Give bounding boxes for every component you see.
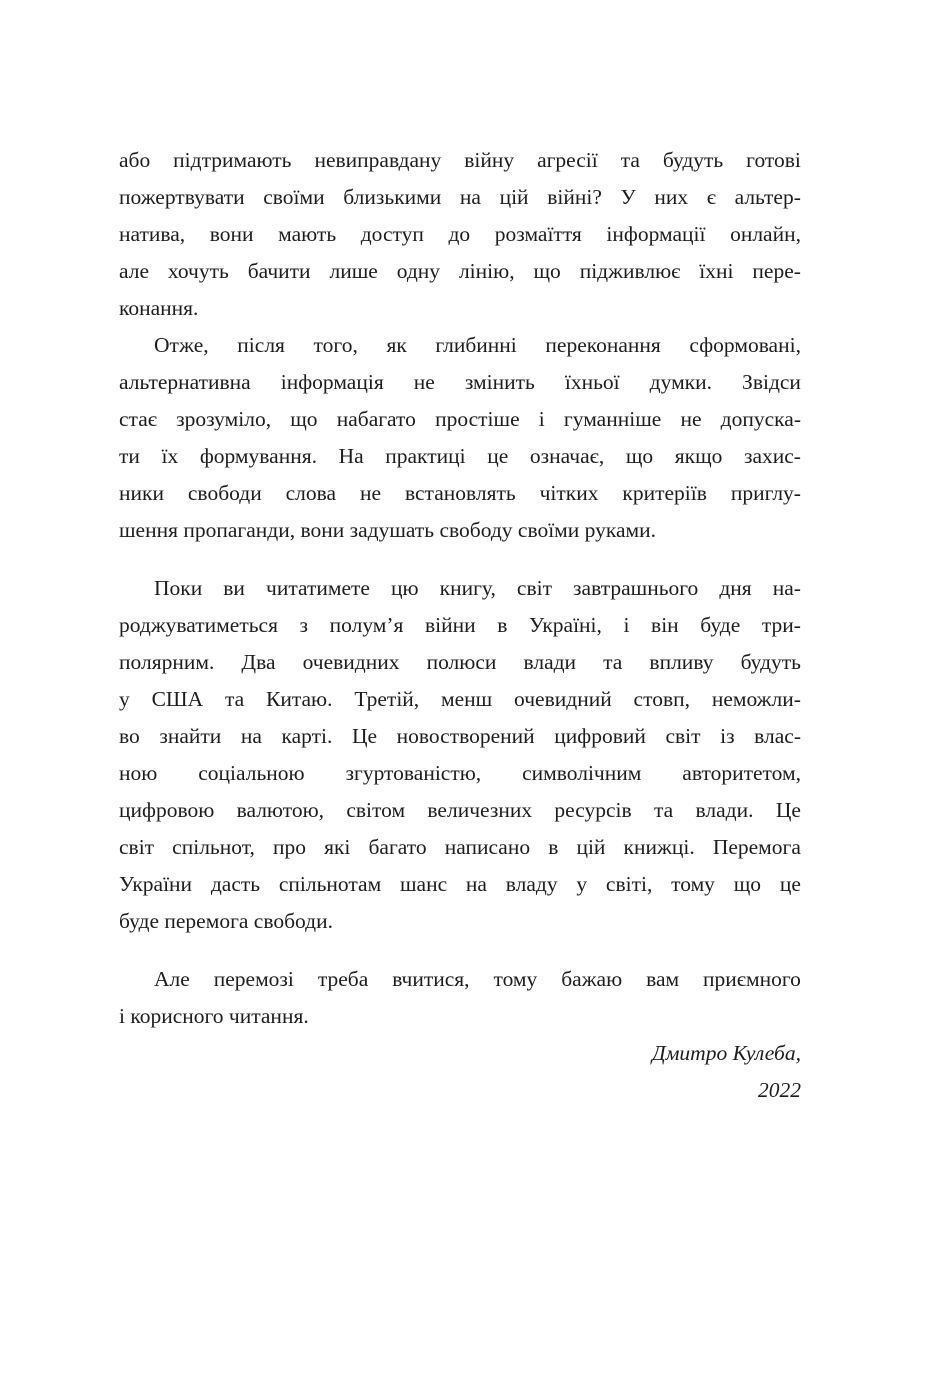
text-line: у США та Китаю. Третій, менш очевидний стовп, неможли-	[119, 687, 801, 711]
text-line: або підтримають невиправдану війну агресії та будуть готові	[119, 148, 801, 172]
text-line: натива, вони мають доступ до розмаїття інформації онлайн,	[119, 222, 801, 246]
text-line: і корисного читання.	[119, 1004, 309, 1028]
text-line: Але перемозі треба вчитися, тому бажаю вам приємного	[154, 967, 801, 991]
text-line: альтернативна інформація не змінить їхньої думки. Звідси	[119, 370, 801, 394]
text-line: Поки ви читатимете цю книгу, світ завтрашнього дня на-	[154, 576, 801, 600]
section-break	[119, 549, 801, 570]
text-line: роджуватиметься з полум’я війни в Україні, і він буде три-	[119, 613, 801, 637]
signature-year: 2022	[758, 1078, 801, 1102]
text-line: во знайти на карті. Це новостворений цифровий світ із влас-	[119, 724, 801, 748]
section-break	[119, 940, 801, 961]
text-line: ти їх формування. На практиці це означає, що якщо захис-	[119, 444, 801, 468]
signature-author: Дмитро Кулеба,	[652, 1041, 801, 1065]
text-line: полярним. Два очевидних полюси влади та впливу будуть	[119, 650, 801, 674]
text-line: Отже, після того, як глибинні переконання сформовані,	[154, 333, 801, 357]
text-line: цифровою валютою, світом величезних ресурсів та влади. Це	[119, 798, 801, 822]
text-line: шення пропаганди, вони задушать свободу своїми руками.	[119, 518, 657, 542]
paragraph	[119, 142, 801, 327]
signature	[119, 1035, 801, 1109]
text-line: але хочуть бачити лише одну лінію, що підживлює їхні пере-	[119, 259, 801, 283]
text-line: пожертвувати своїми близькими на цій війні? У них є альтер-	[119, 185, 801, 209]
text-line: України дасть спільнотам шанс на владу у світі, тому що це	[119, 872, 801, 896]
book-page	[119, 142, 801, 1109]
text-line: конання.	[119, 296, 199, 320]
paragraph	[119, 961, 801, 1035]
text-line: буде перемога свободи.	[119, 909, 333, 933]
paragraph	[119, 570, 801, 940]
text-line: ною соціальною згуртованістю, символічним авторитетом,	[119, 761, 801, 785]
text-line: світ спільнот, про які багато написано в цій книжці. Перемога	[119, 835, 801, 859]
paragraph	[119, 327, 801, 549]
text-line: ники свободи слова не встановлять чітких критеріїв приглу-	[119, 481, 801, 505]
text-line: стає зрозуміло, що набагато простіше і гуманніше не допуска-	[119, 407, 801, 431]
